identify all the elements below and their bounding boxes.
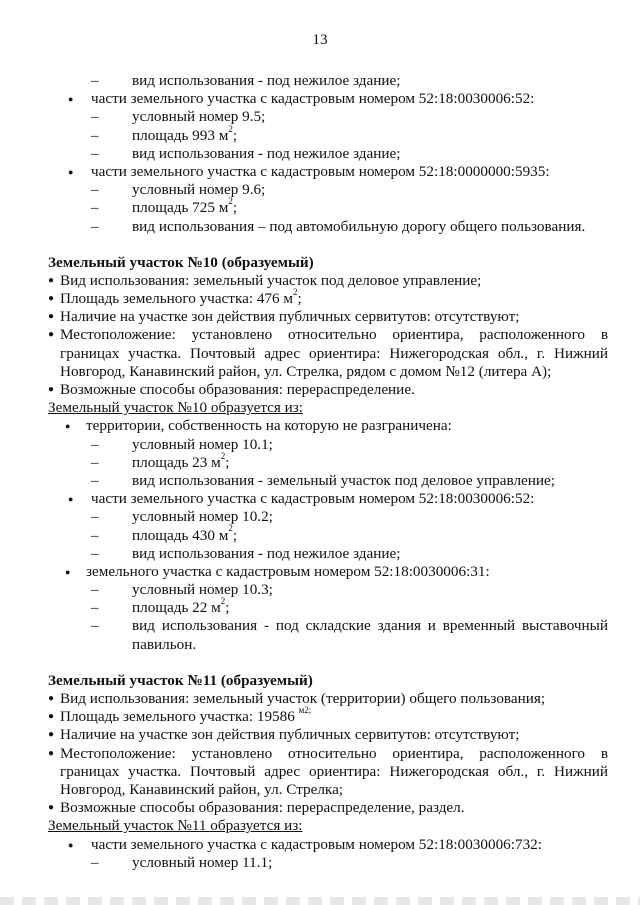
- page-number: 13: [312, 31, 328, 48]
- list-item: ● части земельного участка с кадастровым номером 52:18:0030006:52:: [48, 90, 608, 108]
- list-item: – площадь 23 $м^2$;: [48, 454, 608, 472]
- list-item: – условный номер 10.1;: [48, 436, 608, 454]
- list-item: – вид использования - под нежилое здание;: [48, 545, 608, 563]
- plot10-area: ● Площадь земельного участка: 476 $м^2$;: [48, 290, 608, 308]
- plot11-use: ● Вид использования: земельный участок (территории) общего пользования;: [48, 690, 608, 708]
- list-item: – площадь 993 $м^2$;: [48, 127, 608, 145]
- list-item: ● земельного участка с кадастровым номером 52:18:0030006:31:: [48, 563, 608, 581]
- document-body: [48, 72, 608, 872]
- list-item: – вид использования - под нежилое здание;: [48, 145, 608, 163]
- plot10-easements: ● Наличие на участке зон действия публичных сервитутов: отсутствуют;: [48, 308, 608, 326]
- plot10-use: ● Вид использования: земельный участок под деловое управление;: [48, 272, 608, 290]
- list-item: – вид использования - под складские здания и временный выставочный павильон.: [48, 617, 608, 653]
- plot11-area: ● Площадь земельного участка: 19586 $^{м2;}$: [48, 708, 608, 726]
- list-item: – вид использования - земельный участок под деловое управление;: [48, 472, 608, 490]
- list-item: ● части земельного участка с кадастровым номером 52:18:0000000:5935:: [48, 163, 608, 181]
- list-item: – вид использования - под нежилое здание;: [48, 72, 608, 90]
- plot10-methods: ● Возможные способы образования: перераспределение.: [48, 381, 608, 399]
- plot11-location: ● Местоположение: установлено относительно ориентира, расположенного в границах участка. Почтовый адрес ориентира: Нижегородская обл., г. Нижний Новгород, Канавинский район, ул. Стрелка;: [48, 745, 608, 800]
- plot11-methods: ● Возможные способы образования: перераспределение, раздел.: [48, 799, 608, 817]
- plot11-heading: Земельный участок №11 (образуемый): [48, 671, 313, 689]
- list-item: – условный номер 11.1;: [48, 854, 608, 872]
- scan-edge: [0, 897, 640, 905]
- plot10-formed-from: Земельный участок №10 образуется из:: [48, 399, 304, 417]
- list-item: – условный номер 9.6;: [48, 181, 608, 199]
- list-item: – условный номер 10.2;: [48, 508, 608, 526]
- list-item: ● части земельного участка с кадастровым номером 52:18:0030006:52:: [48, 490, 608, 508]
- plot11-formed-from: Земельный участок №11 образуется из:: [48, 817, 303, 835]
- list-item: – вид использования – под автомобильную дорогу общего пользования.: [48, 218, 608, 236]
- list-item: – площадь 725 $м^2$;: [48, 199, 608, 217]
- list-item: ● территории, собственность на которую не разграничена:: [48, 417, 608, 435]
- list-item: – условный номер 9.5;: [48, 108, 608, 126]
- plot10-location: ● Местоположение: установлено относительно ориентира, расположенного в границах участка. Почтовый адрес ориентира: Нижегородская обл., г. Нижний Новгород, Канавинский район, ул. Стрелка, рядом с домом №12 (литера А);: [48, 326, 608, 381]
- list-item: – площадь 22 $м^2$;: [48, 599, 608, 617]
- list-item: ● части земельного участка с кадастровым номером 52:18:0030006:732:: [48, 836, 608, 854]
- plot10-heading: Земельный участок №10 (образуемый): [48, 253, 314, 271]
- plot11-easements: ● Наличие на участке зон действия публичных сервитутов: отсутствуют;: [48, 726, 608, 744]
- list-item: – условный номер 10.3;: [48, 581, 608, 599]
- list-item: – площадь 430 $м^2$;: [48, 527, 608, 545]
